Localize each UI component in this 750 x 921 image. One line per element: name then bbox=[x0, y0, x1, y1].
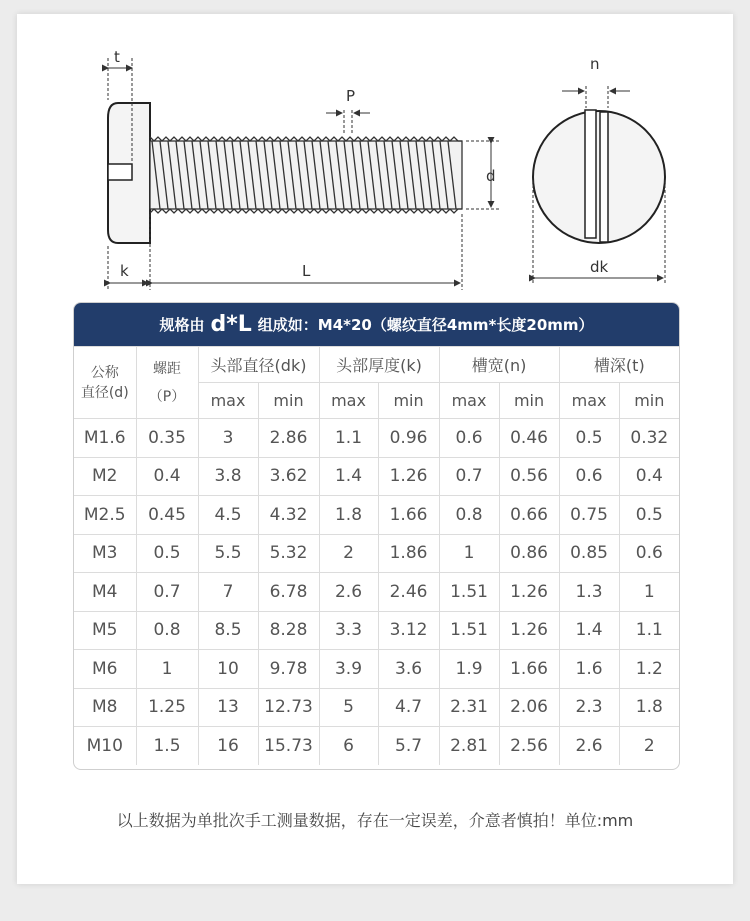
label-dk: dk bbox=[590, 258, 609, 276]
table-cell: 1.9 bbox=[439, 650, 499, 689]
table-cell: 1.26 bbox=[499, 573, 559, 612]
table-cell: 1.51 bbox=[439, 573, 499, 612]
table-cell: 1.26 bbox=[499, 611, 559, 650]
table-cell: 5 bbox=[319, 688, 378, 727]
table-cell: M3 bbox=[74, 534, 136, 573]
header-max: max bbox=[198, 383, 258, 419]
table-row bbox=[74, 611, 679, 650]
table-cell: 2.46 bbox=[378, 573, 439, 612]
header-head-dia: 头部直径(dk) bbox=[198, 347, 319, 383]
table-cell: 9.78 bbox=[258, 650, 319, 689]
table-cell: 1.25 bbox=[136, 688, 198, 727]
table-cell: 0.5 bbox=[619, 496, 679, 535]
table-cell: M6 bbox=[74, 650, 136, 689]
table-cell: 0.45 bbox=[136, 496, 198, 535]
table-cell: 2 bbox=[619, 727, 679, 765]
table-row bbox=[74, 688, 679, 727]
header-max: max bbox=[559, 383, 619, 419]
screw-thread bbox=[150, 137, 462, 213]
header-nominal: 公称 直径(d) bbox=[74, 347, 136, 419]
label-d: d bbox=[486, 167, 496, 185]
screw-technical-drawing bbox=[0, 0, 750, 300]
table-cell: 0.5 bbox=[559, 419, 619, 458]
label-l: L bbox=[302, 262, 311, 280]
table-cell: 15.73 bbox=[258, 727, 319, 765]
header-slot-depth: 槽深(t) bbox=[559, 347, 679, 383]
table-row bbox=[74, 650, 679, 689]
title-suffix: 组成如：M4*20（螺纹直径4mm*长度20mm） bbox=[257, 316, 594, 334]
header-max: max bbox=[319, 383, 378, 419]
table-cell: 3.12 bbox=[378, 611, 439, 650]
table-title bbox=[74, 303, 679, 346]
table-cell: 1.86 bbox=[378, 534, 439, 573]
screw-slot-side bbox=[108, 164, 132, 180]
table-cell: M8 bbox=[74, 688, 136, 727]
table-cell: 1.2 bbox=[619, 650, 679, 689]
table-cell: 3 bbox=[198, 419, 258, 458]
table-cell: 0.8 bbox=[439, 496, 499, 535]
header-min: min bbox=[619, 383, 679, 419]
table-cell: 0.75 bbox=[559, 496, 619, 535]
table-cell: 8.28 bbox=[258, 611, 319, 650]
screw-head-front bbox=[533, 111, 665, 243]
table-row bbox=[74, 573, 679, 612]
spec-table bbox=[73, 302, 680, 770]
table-cell: 1.1 bbox=[619, 611, 679, 650]
table-cell: 2.6 bbox=[319, 573, 378, 612]
table-cell: 8.5 bbox=[198, 611, 258, 650]
table-cell: 1.4 bbox=[559, 611, 619, 650]
table-cell: 1 bbox=[136, 650, 198, 689]
table-cell: 7 bbox=[198, 573, 258, 612]
table-cell: 5.5 bbox=[198, 534, 258, 573]
label-t: t bbox=[114, 48, 120, 66]
table-row bbox=[74, 727, 679, 765]
label-k: k bbox=[120, 262, 129, 280]
table-cell: 0.7 bbox=[136, 573, 198, 612]
table-cell: 0.32 bbox=[619, 419, 679, 458]
table-cell: 10 bbox=[198, 650, 258, 689]
table-cell: M2 bbox=[74, 457, 136, 496]
table-cell: 0.46 bbox=[499, 419, 559, 458]
table-cell: 0.6 bbox=[619, 534, 679, 573]
table-cell: 1.26 bbox=[378, 457, 439, 496]
table-cell: 3.9 bbox=[319, 650, 378, 689]
table-cell: 0.66 bbox=[499, 496, 559, 535]
table-cell: 3.6 bbox=[378, 650, 439, 689]
table-cell: 0.56 bbox=[499, 457, 559, 496]
table-cell: 1.4 bbox=[319, 457, 378, 496]
table-cell: 16 bbox=[198, 727, 258, 765]
header-min: min bbox=[499, 383, 559, 419]
table-cell: 4.32 bbox=[258, 496, 319, 535]
table-cell: 0.6 bbox=[559, 457, 619, 496]
table-cell: 0.8 bbox=[136, 611, 198, 650]
table-cell: 0.4 bbox=[619, 457, 679, 496]
table-cell: 4.5 bbox=[198, 496, 258, 535]
spec-grid bbox=[74, 346, 679, 765]
table-cell: 1.3 bbox=[559, 573, 619, 612]
footnote: 以上数据为单批次手工测量数据，存在一定误差，介意者慎拍！单位:mm bbox=[116, 811, 634, 830]
header-min: min bbox=[378, 383, 439, 419]
table-cell: 6 bbox=[319, 727, 378, 765]
table-cell: 3.8 bbox=[198, 457, 258, 496]
header-max: max bbox=[439, 383, 499, 419]
table-cell: 2 bbox=[319, 534, 378, 573]
label-p: P bbox=[346, 87, 356, 105]
table-cell: M2.5 bbox=[74, 496, 136, 535]
table-cell: 1.66 bbox=[378, 496, 439, 535]
table-cell: 2.56 bbox=[499, 727, 559, 765]
table-cell: 0.96 bbox=[378, 419, 439, 458]
table-row bbox=[74, 457, 679, 496]
header-min: min bbox=[258, 383, 319, 419]
table-cell: 3.62 bbox=[258, 457, 319, 496]
header-pitch: 螺距 （P） bbox=[136, 347, 198, 419]
table-row bbox=[74, 419, 679, 458]
table-cell: 2.3 bbox=[559, 688, 619, 727]
table-cell: 1.1 bbox=[319, 419, 378, 458]
header-head-thick: 头部厚度(k) bbox=[319, 347, 439, 383]
table-cell: M4 bbox=[74, 573, 136, 612]
table-cell: M1.6 bbox=[74, 419, 136, 458]
table-cell: 13 bbox=[198, 688, 258, 727]
table-cell: 1.66 bbox=[499, 650, 559, 689]
table-cell: 2.6 bbox=[559, 727, 619, 765]
table-cell: 0.5 bbox=[136, 534, 198, 573]
table-cell: 2.81 bbox=[439, 727, 499, 765]
table-cell: 3.3 bbox=[319, 611, 378, 650]
title-formula: d*L bbox=[210, 312, 252, 337]
table-cell: 0.7 bbox=[439, 457, 499, 496]
table-row bbox=[74, 496, 679, 535]
table-cell: 0.35 bbox=[136, 419, 198, 458]
table-cell: 5.32 bbox=[258, 534, 319, 573]
table-cell: 0.6 bbox=[439, 419, 499, 458]
table-cell: 4.7 bbox=[378, 688, 439, 727]
table-cell: 0.85 bbox=[559, 534, 619, 573]
title-prefix: 规格由 bbox=[159, 316, 205, 334]
table-cell: M10 bbox=[74, 727, 136, 765]
table-cell: 2.31 bbox=[439, 688, 499, 727]
table-cell: 1.6 bbox=[559, 650, 619, 689]
table-cell: 6.78 bbox=[258, 573, 319, 612]
table-cell: 1.8 bbox=[319, 496, 378, 535]
table-cell: 0.86 bbox=[499, 534, 559, 573]
table-row bbox=[74, 534, 679, 573]
table-cell: 1.5 bbox=[136, 727, 198, 765]
table-cell: 1 bbox=[619, 573, 679, 612]
screw-slot-front bbox=[585, 110, 596, 238]
table-cell: 2.06 bbox=[499, 688, 559, 727]
header-slot-width: 槽宽(n) bbox=[439, 347, 559, 383]
table-cell: 5.7 bbox=[378, 727, 439, 765]
table-cell: 1.8 bbox=[619, 688, 679, 727]
table-cell: 1.51 bbox=[439, 611, 499, 650]
table-cell: M5 bbox=[74, 611, 136, 650]
table-cell: 2.86 bbox=[258, 419, 319, 458]
label-n: n bbox=[590, 55, 600, 73]
table-cell: 0.4 bbox=[136, 457, 198, 496]
table-cell: 1 bbox=[439, 534, 499, 573]
table-cell: 12.73 bbox=[258, 688, 319, 727]
